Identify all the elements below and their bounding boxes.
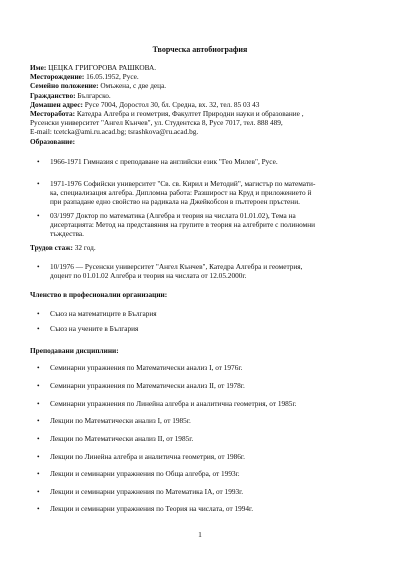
list-item: • Съюз на математиците в България	[30, 309, 370, 318]
courses-list-3	[30, 399, 370, 408]
work-row	[30, 109, 370, 118]
list-item: • 1971-1976 Софийски университет "Св. св. Кирил и Методий", магистър по математи- ка, специализация алгебра. Дипломна работа: Разширост на Круд и приложението й при разпадане едно свойство на радикала на Джейкобсон в пълтероен пръстени.	[30, 179, 370, 207]
courses-list-6	[30, 452, 370, 461]
list-item: • Лекции и семинарни упражнения по Теория на числата, от 1994г.	[30, 504, 370, 513]
courses-list-9	[30, 504, 370, 513]
name-value: ЦЕЦКА ГРИГОРОВА РАШКОВА.	[46, 63, 157, 72]
courses-list-8	[30, 487, 370, 496]
work-label: Месторабота:	[30, 109, 76, 119]
work-value-1: Катедра Алгебра и геометрия, Факултет Природни науки и образование ,	[75, 109, 304, 119]
education-list	[30, 157, 370, 166]
name-label: Име:	[30, 63, 47, 72]
list-item: • Съюз на учените в България	[30, 324, 370, 333]
page-number: 1	[198, 530, 202, 539]
list-item: • Семинарни упражнения по Математически анализ II, от 1978г.	[30, 381, 370, 390]
citizenship-value: Българско.	[75, 90, 111, 100]
work-line-2: Русенски университет "Ангел Кънчев", ул. Студентска 8, Русе 7017, тел. 888 489,	[30, 118, 283, 128]
address-value: Русе 7004, Доростол 30, бл. Средна, вх. 32, тел. 85 03 43	[82, 99, 260, 109]
family-value: Омъжена, с две деца.	[98, 81, 167, 91]
citizenship-row	[30, 91, 370, 100]
name-row	[30, 63, 370, 72]
birthplace-value: 16.05.1952, Русе.	[84, 72, 139, 82]
birthplace-row	[30, 72, 370, 81]
list-item: • Лекции по Линейна алгебра и аналитична геометрия, от 1986г.	[30, 452, 370, 461]
membership-list	[30, 309, 370, 318]
list-item: • Лекции по Математически анализ II, от 1985г.	[30, 434, 370, 443]
experience-list	[30, 262, 370, 280]
birthplace-label: Месторождение:	[30, 72, 85, 82]
list-item: • 1966-1971 Гимназия с преподаване на английски език "Гео Милев", Русе.	[30, 157, 370, 166]
membership-heading: Членство в професионални организации:	[30, 290, 168, 299]
courses-list-4	[30, 416, 370, 425]
citizenship-label: Гражданство:	[30, 90, 76, 100]
list-item: • Семинарни упражнения по Математически анализ I, от 1976г.	[30, 363, 370, 372]
list-item: • Семинарни упражнения по Линейна алгебра и аналитична геометрия, от 1985г.	[30, 399, 370, 408]
list-item: • Лекции по Математически анализ I, от 1985г.	[30, 416, 370, 425]
experience-value: 32 год.	[72, 243, 96, 252]
education-list-2	[30, 179, 370, 207]
address-label: Домашен адрес:	[30, 99, 83, 109]
courses-list-2	[30, 381, 370, 390]
family-label: Семейно положение:	[30, 81, 99, 91]
list-item: • Лекции и семинарни упражнения по Математика IA, от 1993г.	[30, 487, 370, 496]
document-title: Творческа автобиография	[152, 45, 248, 54]
courses-list-5	[30, 434, 370, 443]
courses-list	[30, 363, 370, 372]
membership-list-2	[30, 324, 370, 333]
experience-label: Трудов стаж:	[30, 243, 73, 252]
email-line: E-mail: tcetcka@ami.ru.acad.bg; tsrashkova@ru.acad.bg.	[30, 127, 199, 137]
personal-info	[30, 63, 370, 137]
family-row	[30, 81, 370, 90]
list-item: • 10/1976 — Русенски университет "Ангел Кънчев", Катедра Алгебра и геометрия, доцент по 01.01.02 Алгебра и теория на числата от 12.05.2000г.	[30, 262, 370, 280]
education-heading: Образование:	[30, 137, 76, 146]
education-list-3	[30, 211, 370, 239]
list-item: • Лекции и семинарни упражнения по Обща алгебра, от 1993г.	[30, 469, 370, 478]
list-item: • 03/1997 Доктор по математика (Алгебра и теория на числата 01.01.02), Тема на дисертацията: Метод на представяния на групите в теория на алгебрите с полиномни тъждества.	[30, 211, 370, 239]
experience-row	[30, 243, 96, 252]
courses-heading: Преподавани дисциплини:	[30, 346, 119, 355]
address-row	[30, 100, 370, 109]
courses-list-7	[30, 469, 370, 478]
